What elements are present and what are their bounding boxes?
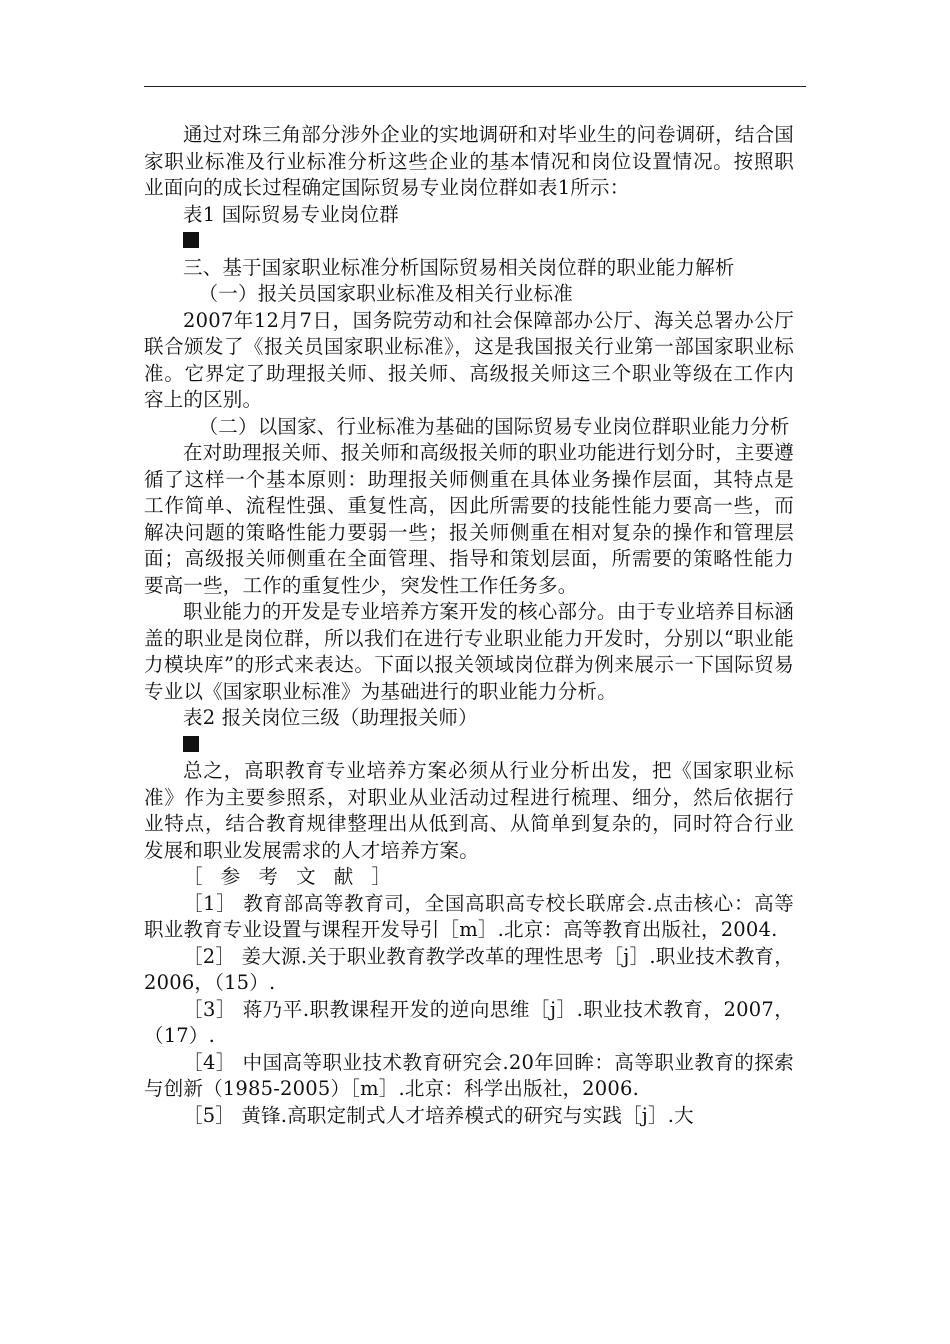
references-heading: ［ 参 考 文 献 ］ xyxy=(183,865,397,888)
table-2-placeholder xyxy=(144,732,794,759)
table-2-caption: 表2 报关岗位三级（助理报关师） xyxy=(183,706,478,729)
paragraph-standard: 2007年12月7日，国务院劳动和社会保障部办公厅、海关总署办公厅联合颁发了《报关员国家职业标准》，这是我国报关行业第一部国家职业标准。它界定了助理报关师、报关师、高级报关师这三个职业等级在工作内容上的区别。 xyxy=(144,308,794,411)
table-1-placeholder xyxy=(144,228,794,255)
reference-item: ［2］ 姜大源.关于职业教育教学改革的理性思考［j］.职业技术教育，2006，（15）. xyxy=(144,944,794,994)
header-rule xyxy=(144,86,806,87)
paragraph-principle: 在对助理报关师、报关师和高级报关师的职业功能进行划分时，主要遵循了这样一个基本原则：助理报关师侧重在具体业务操作层面，其特点是工作简单、流程性强、重复性高，因此所需要的技能性能力要高一些，而解决问题的策略性能力要弱一些；报关师侧重在相对复杂的操作和管理层面；高级报关师侧重在全面管理、指导和策划层面，所需要的策略性能力要高一些，工作的重复性少，突发性工作任务多。 xyxy=(144,441,794,597)
paragraph-conclusion: 总之，高职教育专业培养方案必须从行业分析出发，把《国家职业标准》作为主要参照系，对职业从业活动过程进行梳理、细分，然后依据行业特点，结合教育规律整理出从低到高、从简单到复杂的，同时符合行业发展和职业发展需求的人才培养方案。 xyxy=(144,759,794,862)
subsection-1-heading: （一）报关员国家职业标准及相关行业标准 xyxy=(198,282,573,305)
document-body xyxy=(144,122,794,1129)
reference-item: ［3］ 蒋乃平.职教课程开发的逆向思维［j］.职业技术教育，2007，（17）. xyxy=(144,997,794,1047)
table-1-caption: 表1 国际贸易专业岗位群 xyxy=(183,202,400,226)
reference-item: ［5］ 黄锋.高职定制式人才培养模式的研究与实践［j］.大 xyxy=(183,1103,694,1127)
paragraph-capability: 职业能力的开发是专业培养方案开发的核心部分。由于专业培养目标涵盖的职业是岗位群，所以我们在进行专业职业能力开发时，分别以“职业能力模块库”的形式来表达。下面以报关领域岗位群为例来展示一下国际贸易专业以《国家职业标准》为基础进行的职业能力分析。 xyxy=(144,600,794,703)
reference-item: ［4］ 中国高等职业技术教育研究会.20年回眸：高等职业教育的探索与创新（1985-2005）［m］.北京：科学出版社，2006. xyxy=(144,1050,794,1100)
section-3-heading: 三、基于国家职业标准分析国际贸易相关岗位群的职业能力解析 xyxy=(183,255,735,279)
reference-item: ［1］ 教育部高等教育司，全国高职高专校长联席会.点击核心：高等职业教育专业设置与课程开发导引［m］.北京：高等教育出版社，2004. xyxy=(144,891,794,941)
image-placeholder-icon xyxy=(183,232,199,248)
image-placeholder-icon xyxy=(183,736,199,752)
paragraph-intro: 通过对珠三角部分涉外企业的实地调研和对毕业生的问卷调研，结合国家职业标准及行业标准分析这些企业的基本情况和岗位设置情况。按照职业面向的成长过程确定国际贸易专业岗位群如表1所示： xyxy=(144,123,794,199)
subsection-2-heading: （二）以国家、行业标准为基础的国际贸易专业岗位群职业能力分析 xyxy=(198,414,790,438)
